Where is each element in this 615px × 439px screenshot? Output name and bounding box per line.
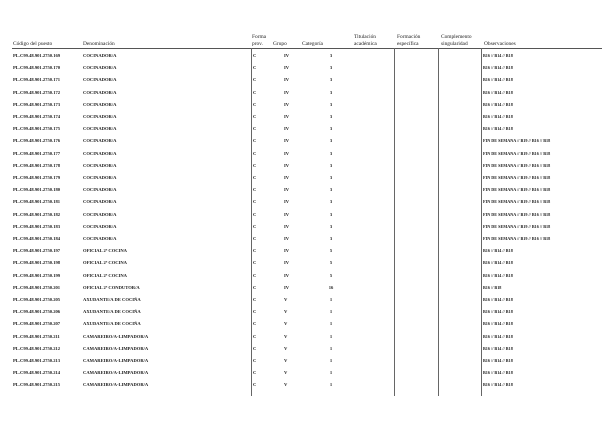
cell-observaciones: B16 // B14 // B18 [483, 272, 513, 278]
cell-code: PL.C99.48.901.2750.169 [13, 53, 61, 58]
cell-forma-prov: C [253, 114, 257, 119]
cell-grupo: IV [284, 211, 290, 217]
cell-code: PL.C99.48.901.2750.184 [13, 236, 61, 241]
cell-categoria: 3 [329, 114, 333, 119]
cell-forma-prov: C [253, 199, 257, 205]
table-row [0, 343, 615, 355]
cell-denominacion: COCINADOR/A [83, 65, 117, 71]
cell-code: PL.C99.48.901.2750.173 [13, 101, 61, 107]
cell-observaciones: B16 // B14 // B18 [483, 358, 513, 363]
cell-observaciones: FIN DE SEMANA // B19 // B16 // B18 [483, 138, 551, 144]
cell-forma-prov: C [253, 150, 257, 156]
cell-observaciones: FIN DE SEMANA // B19 // B16 // B18 [483, 236, 551, 241]
header-forma-prov-line1: Forma [252, 34, 267, 40]
table-row [0, 379, 615, 391]
cell-forma-prov: C [253, 297, 257, 302]
cell-categoria: 3 [329, 236, 333, 241]
cell-grupo: V [284, 333, 288, 339]
cell-grupo: IV [284, 77, 290, 83]
cell-forma-prov: C [253, 382, 257, 388]
cell-grupo: IV [284, 114, 290, 119]
cell-forma-prov: C [253, 138, 257, 144]
table-row [0, 62, 615, 74]
cell-grupo: IV [284, 260, 290, 266]
cell-categoria: 5 [329, 272, 333, 278]
table-row [0, 160, 615, 172]
header-formacion-line1: Formación [397, 34, 421, 40]
cell-grupo: IV [284, 175, 290, 180]
cell-grupo: IV [284, 272, 290, 278]
table-row [0, 221, 615, 233]
cell-code: PL.C99.48.901.2750.207 [13, 321, 61, 327]
header-categoria: Categoría [302, 41, 323, 47]
cell-grupo: V [284, 382, 288, 388]
cell-categoria: 3 [329, 187, 333, 193]
cell-denominacion: COCINADOR/A [83, 211, 117, 217]
table-row [0, 331, 615, 343]
table-row [0, 209, 615, 221]
cell-forma-prov: C [253, 284, 257, 290]
header-code: Código del puesto [13, 41, 53, 47]
table-row [0, 50, 615, 62]
cell-observaciones: FIN DE SEMANA // B19 // B16 // B18 [483, 162, 551, 168]
cell-code: PL.C99.48.901.2750.174 [13, 114, 61, 119]
cell-denominacion: AXUDANTE/A DE COCIÑA [83, 321, 141, 327]
cell-denominacion: OFICIAL 2ª COCINA [83, 272, 128, 278]
cell-forma-prov: C [253, 187, 257, 193]
cell-observaciones: FIN DE SEMANA // B19 // B16 // B18 [483, 223, 551, 229]
cell-categoria: 1 [329, 345, 333, 351]
cell-observaciones: B16 // B14 // B18 [483, 260, 513, 266]
cell-grupo: IV [284, 126, 290, 132]
cell-grupo: IV [284, 248, 290, 254]
cell-observaciones: FIN DE SEMANA // B19 // B16 // B18 [483, 211, 551, 217]
cell-forma-prov: C [253, 333, 257, 339]
cell-denominacion: AXUDANTE/A DE COCIÑA [83, 297, 141, 302]
cell-categoria: 16 [328, 284, 334, 290]
cell-observaciones: B16 // B14 // B18 [483, 297, 513, 302]
cell-grupo: IV [284, 101, 290, 107]
cell-forma-prov: C [253, 370, 257, 376]
cell-categoria: 1 [329, 333, 333, 339]
table-row [0, 135, 615, 147]
cell-categoria: 3 [329, 101, 333, 107]
cell-code: PL.C99.48.901.2750.170 [13, 65, 61, 71]
table-row [0, 257, 615, 269]
cell-forma-prov: C [253, 211, 257, 217]
cell-forma-prov: C [253, 101, 257, 107]
cell-code: PL.C99.48.901.2750.176 [13, 138, 61, 144]
cell-observaciones: FIN DE SEMANA // B19 // B16 // B18 [483, 199, 551, 205]
cell-observaciones: B16 // B14 // B18 [483, 126, 513, 132]
cell-grupo: V [284, 309, 288, 315]
cell-categoria: 3 [329, 138, 333, 144]
cell-code: PL.C99.48.901.2750.205 [13, 297, 61, 302]
cell-code: PL.C99.48.901.2750.214 [13, 370, 61, 376]
cell-code: PL.C99.48.901.2750.171 [13, 77, 61, 83]
cell-grupo: IV [284, 199, 290, 205]
cell-forma-prov: C [253, 175, 257, 180]
cell-grupo: IV [284, 187, 290, 193]
cell-code: PL.C99.48.901.2750.172 [13, 89, 61, 95]
cell-grupo: IV [284, 138, 290, 144]
cell-forma-prov: C [253, 53, 257, 58]
cell-denominacion: CAMAREIRO/A-LIMPADOR/A [83, 345, 149, 351]
cell-observaciones: B16 // B14 // B18 [483, 370, 513, 376]
cell-denominacion: AXUDANTE/A DE COCIÑA [83, 309, 141, 315]
cell-grupo: V [284, 321, 288, 327]
cell-observaciones: FIN DE SEMANA // B19 // B16 // B18 [483, 187, 551, 193]
cell-forma-prov: C [253, 65, 257, 71]
cell-denominacion: COCINADOR/A [83, 101, 117, 107]
cell-grupo: V [284, 297, 288, 302]
table-row [0, 87, 615, 99]
cell-forma-prov: C [253, 248, 257, 254]
cell-denominacion: COCINADOR/A [83, 223, 117, 229]
table-row [0, 294, 615, 306]
cell-code: PL.C99.48.901.2750.180 [13, 187, 61, 193]
cell-denominacion: CAMAREIRO/A-LIMPADOR/A [83, 358, 149, 363]
cell-forma-prov: C [253, 345, 257, 351]
cell-code: PL.C99.48.901.2750.182 [13, 211, 61, 217]
cell-code: PL.C99.48.901.2750.215 [13, 382, 61, 388]
cell-categoria: 3 [329, 199, 333, 205]
table-row [0, 74, 615, 86]
cell-code: PL.C99.48.901.2750.177 [13, 150, 61, 156]
cell-denominacion: CAMAREIRO/A-LIMPADOR/A [83, 333, 149, 339]
cell-observaciones: B16 // B14 // B18 [483, 321, 513, 327]
cell-denominacion: CAMAREIRO/A-LIMPADOR/A [83, 370, 149, 376]
cell-forma-prov: C [253, 358, 257, 363]
cell-categoria: 1 [329, 358, 333, 363]
cell-categoria: 1 [329, 370, 333, 376]
cell-code: PL.C99.48.901.2750.213 [13, 358, 61, 363]
cell-denominacion: OFICIAL 2ª CONDUTOR/A [83, 284, 140, 290]
cell-code: PL.C99.48.901.2750.178 [13, 162, 61, 168]
cell-categoria: 3 [329, 150, 333, 156]
cell-code: PL.C99.48.901.2750.179 [13, 175, 61, 180]
cell-categoria: 3 [329, 77, 333, 83]
cell-code: PL.C99.48.901.2750.211 [13, 333, 60, 339]
cell-grupo: IV [284, 223, 290, 229]
cell-grupo: IV [284, 162, 290, 168]
cell-code: PL.C99.48.901.2750.206 [13, 309, 61, 315]
cell-categoria: 5 [329, 248, 333, 254]
header-complemento-line1: Complemento [441, 34, 472, 40]
cell-categoria: 3 [329, 162, 333, 168]
cell-categoria: 1 [329, 309, 333, 315]
header-denominacion: Denominación [83, 41, 115, 47]
cell-observaciones: B16 // B14 // B18 [483, 65, 513, 71]
cell-denominacion: COCINADOR/A [83, 89, 117, 95]
cell-denominacion: COCINADOR/A [83, 126, 117, 132]
cell-denominacion: COCINADOR/A [83, 77, 117, 83]
cell-categoria: 1 [329, 382, 333, 388]
cell-forma-prov: C [253, 260, 257, 266]
table-row [0, 111, 615, 123]
cell-forma-prov: C [253, 321, 257, 327]
cell-observaciones: B16 // B14 // B18 [483, 333, 513, 339]
cell-grupo: V [284, 370, 288, 376]
cell-denominacion: COCINADOR/A [83, 150, 117, 156]
cell-code: PL.C99.48.901.2750.175 [13, 126, 61, 132]
cell-observaciones: B16 // B14 // B18 [483, 77, 513, 83]
header-forma-prov-line2: prov. [252, 41, 263, 47]
table-row [0, 245, 615, 257]
cell-code: PL.C99.48.901.2750.199 [13, 272, 61, 278]
cell-categoria: 1 [329, 321, 333, 327]
table-row [0, 355, 615, 367]
cell-forma-prov: C [253, 77, 257, 83]
cell-code: PL.C99.48.901.2750.183 [13, 223, 61, 229]
cell-categoria: 3 [329, 126, 333, 132]
cell-observaciones: B16 // B14 // B18 [483, 309, 513, 315]
cell-categoria: 3 [329, 65, 333, 71]
cell-categoria: 3 [329, 211, 333, 217]
cell-observaciones: FIN DE SEMANA // B19 // B16 // B18 [483, 175, 551, 180]
cell-grupo: IV [284, 53, 290, 58]
cell-forma-prov: C [253, 126, 257, 132]
cell-categoria: 3 [329, 223, 333, 229]
cell-grupo: V [284, 345, 288, 351]
cell-denominacion: COCINADOR/A [83, 162, 117, 168]
cell-observaciones: B16 // B14 // B18 [483, 114, 513, 119]
table-row [0, 196, 615, 208]
cell-denominacion: OFICIAL 2ª COCINA [83, 248, 128, 254]
header-formacion-line2: específica [397, 41, 419, 47]
header-complemento-line2: singularidad [441, 41, 468, 47]
cell-grupo: V [284, 358, 288, 363]
header-titulacion-line1: Titulación [354, 34, 376, 40]
table-row [0, 306, 615, 318]
cell-observaciones: FIN DE SEMANA // B19 // B16 // B18 [483, 150, 551, 156]
cell-categoria: 5 [329, 260, 333, 266]
cell-denominacion: COCINADOR/A [83, 199, 117, 205]
cell-grupo: IV [284, 65, 290, 71]
cell-forma-prov: C [253, 162, 257, 168]
cell-categoria: 3 [329, 89, 333, 95]
cell-observaciones: B16 // B14 // B18 [483, 248, 513, 254]
cell-code: PL.C99.48.901.2750.201 [13, 284, 61, 290]
cell-grupo: IV [284, 89, 290, 95]
table-row [0, 318, 615, 330]
cell-observaciones: B16 // B14 // B18 [483, 53, 513, 58]
table-row [0, 233, 615, 245]
cell-observaciones: B16 // B14 // B18 [483, 345, 513, 351]
cell-code: PL.C99.48.901.2750.197 [13, 248, 61, 254]
cell-observaciones: B16 // B14 // B18 [483, 101, 513, 107]
header-titulacion-line2: académica [354, 41, 377, 47]
cell-observaciones: B16 // B14 // B18 [483, 89, 513, 95]
cell-observaciones: B16 // B14 // B18 [483, 382, 513, 388]
cell-denominacion: COCINADOR/A [83, 138, 117, 144]
cell-denominacion: OFICIAL 2ª COCINA [83, 260, 128, 266]
table-row [0, 367, 615, 379]
cell-forma-prov: C [253, 89, 257, 95]
cell-forma-prov: C [253, 236, 257, 241]
table-row [0, 148, 615, 160]
cell-observaciones: B16 // B18 [483, 284, 502, 290]
cell-forma-prov: C [253, 223, 257, 229]
header-divider [12, 48, 602, 49]
cell-denominacion: COCINADOR/A [83, 53, 117, 58]
cell-forma-prov: C [253, 272, 257, 278]
header-grupo: Grupo [273, 41, 287, 47]
table-row [0, 99, 615, 111]
cell-forma-prov: C [253, 309, 257, 315]
cell-categoria: 3 [329, 53, 333, 58]
cell-grupo: IV [284, 236, 290, 241]
cell-code: PL.C99.48.901.2750.212 [13, 345, 61, 351]
table-row [0, 282, 615, 294]
table-row [0, 172, 615, 184]
table-row [0, 123, 615, 135]
header-observaciones: Observaciones [484, 41, 516, 47]
table-row [0, 270, 615, 282]
cell-denominacion: COCINADOR/A [83, 187, 117, 193]
cell-denominacion: COCINADOR/A [83, 175, 117, 180]
cell-categoria: 1 [329, 297, 333, 302]
cell-denominacion: COCINADOR/A [83, 236, 117, 241]
cell-denominacion: COCINADOR/A [83, 114, 117, 119]
cell-denominacion: CAMAREIRO/A-LIMPADOR/A [83, 382, 149, 388]
table-row [0, 184, 615, 196]
cell-grupo: IV [284, 150, 290, 156]
cell-grupo: IV [284, 284, 290, 290]
cell-categoria: 3 [329, 175, 333, 180]
cell-code: PL.C99.48.901.2750.181 [13, 199, 61, 205]
cell-code: PL.C99.48.901.2750.198 [13, 260, 61, 266]
